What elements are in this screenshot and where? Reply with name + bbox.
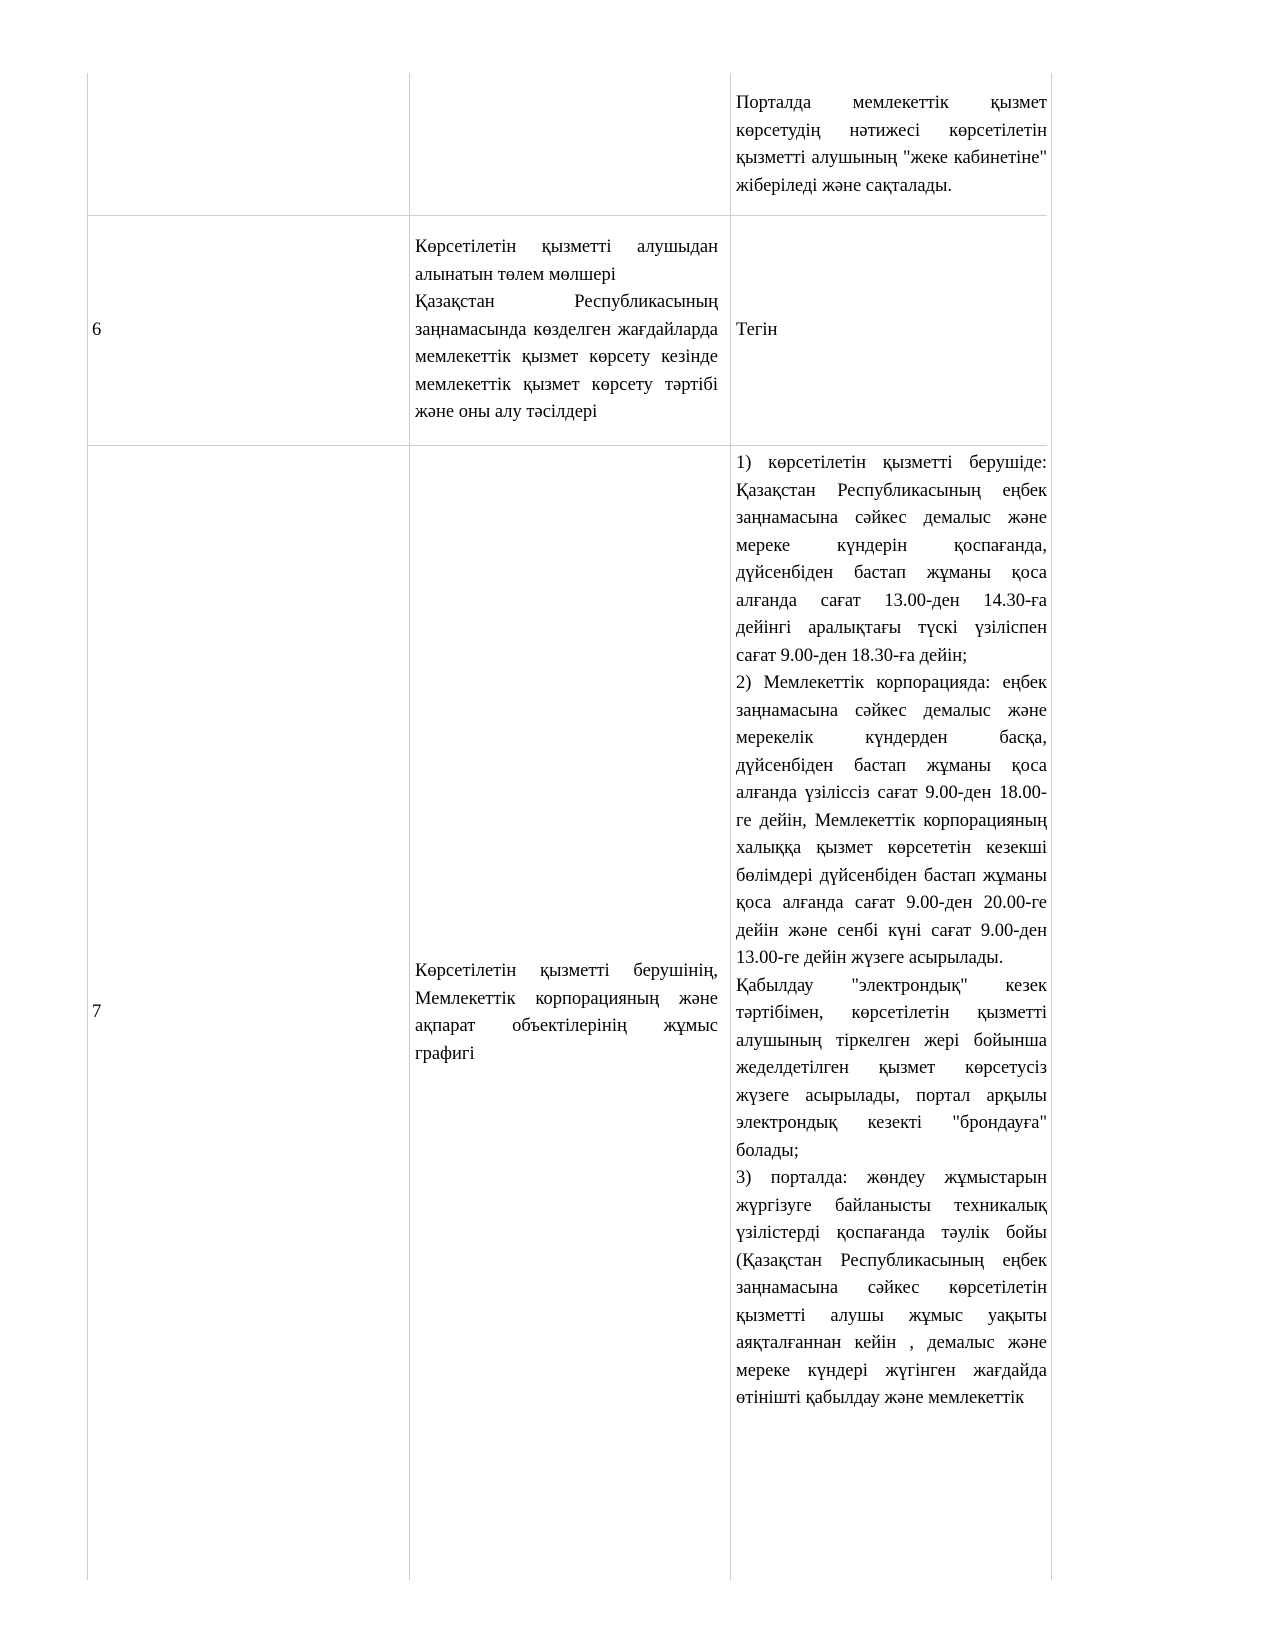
row-6-number: 6 (92, 319, 102, 340)
payment-amount-text: Тегін (736, 319, 778, 340)
schedule-electronic-queue: Қабылдау "электрондық" кезек тәртібімен, көрсетілетін қызметті алушының тіркелген жері бойынша жеделдетілген қызмет көрсетусіз жүзеге асырылады, портал арқылы электрондық кезекті "брондауға" болады; (736, 975, 1047, 1161)
row-7-number: 7 (92, 1002, 102, 1023)
row-7-name-text: Көрсетілетін қызметті берушінің, Мемлекеттік корпорацияның және ақпарат объектілерінің жұмыс графигі (415, 961, 718, 1064)
service-standard-table (87, 73, 1047, 1580)
table-row-continued-value (730, 73, 1051, 215)
schedule-service-provider: 1) көрсетілетін қызметті берушіде: Қазақстан Республикасының еңбек заңнамасына сәйкес демалыс және мереке күндерін қоспағанда, дүйсенбіден бастап жұманы қоса алғанда сағат 13.00-ден 14.30-ға дейінгі аралықтағы түскі үзіліспен сағат 9.00-ден 18.30-ға дейін; (736, 453, 1047, 666)
row-7-value (730, 446, 1051, 1580)
schedule-state-corporation: 2) Мемлекеттік корпорацияда: еңбек заңнамасына сәйкес демалыс және мерекелік күндерден басқа, дүйсенбіден бастап жұманы қоса алғанда үзіліссіз сағат 9.00-ден 18.00-ге дейін, Мемлекеттік корпорацияның халыққа қызмет көрсететін кезекші бөлімдері дүйсенбіден бастап жұманы қоса алғанда сағат 9.00-ден 20.00-ге дейін және сенбі күні сағат 9.00-ден 13.00-ге дейін жүзеге асырылады. (736, 673, 1047, 968)
row-6-name (409, 216, 730, 445)
schedule-portal: 3) порталда: жөндеу жұмыстарын жүргізуге байланысты техникалық үзілістерді қоспағанда тәулік бойы (Қазақстан Республикасының еңбек заңнамасына сәйкес көрсетілетін қызметті алушы жұмыс уақыты аяқталғаннан кейін , демалыс және мереке күндері жүгінген жағдайда өтінішті қабылдау және мемлекеттік (736, 1168, 1047, 1408)
result-delivery-text: Порталда мемлекеттік қызмет көрсетудің нәтижесі көрсетілетін қызметті алушының "жеке кабинетіне" жіберіледі және сақталады. (736, 93, 1047, 196)
table-row-continued-number (87, 73, 409, 215)
table-row-continued-name (409, 73, 730, 215)
row-6-value (730, 216, 1051, 445)
table-border-right (1051, 73, 1052, 1580)
row-6-name-line-1: Көрсетілетін қызметті алушыдан алынатын төлем мөлшері (415, 237, 718, 285)
row-6-name-line-2: Қазақстан Республикасының заңнамасында көзделген жағдайларда мемлекеттік қызмет көрсету кезінде мемлекеттік қызмет көрсету тәртібі және оны алу тәсілдері (415, 292, 718, 423)
row-7-name (409, 446, 730, 1580)
